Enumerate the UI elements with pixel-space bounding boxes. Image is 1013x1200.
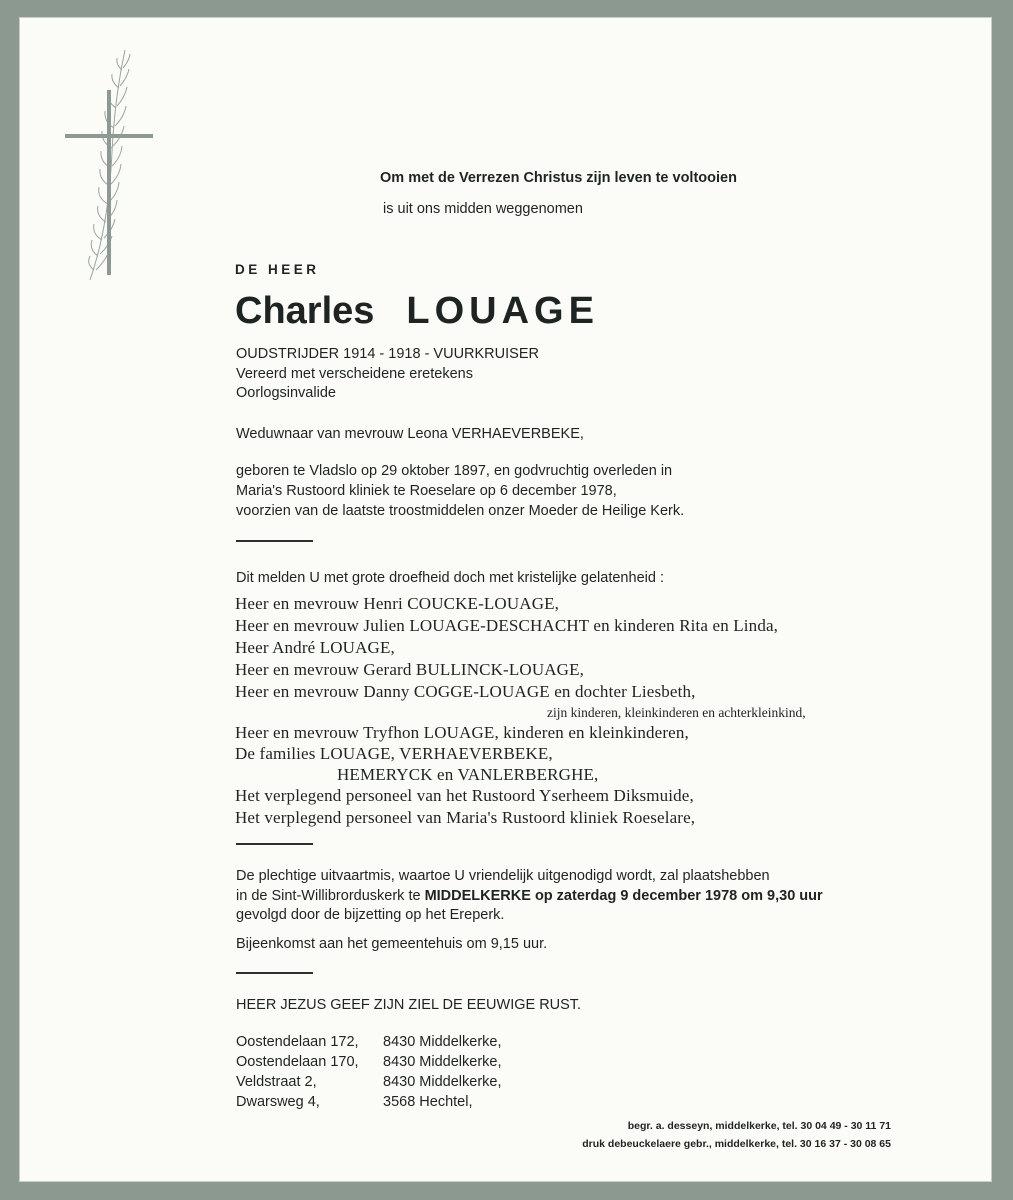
first-name: Charles bbox=[235, 290, 375, 332]
title-line: Vereerd met verscheidene eretekens bbox=[236, 366, 473, 382]
service-line-3: gevolgd door de bijzetting op het Ereperk. bbox=[236, 907, 505, 923]
service-line-2-text: in de Sint-Willibrorduskerk te bbox=[236, 888, 425, 904]
mourner-line: HEMERYCK en VANLERBERGHE, bbox=[337, 765, 599, 784]
motto-line-1: Om met de Verrezen Christus zijn leven te voltooien bbox=[380, 170, 737, 186]
honorific: DE HEER bbox=[235, 262, 320, 277]
mourner-line: Heer en mevrouw Henri COUCKE-LOUAGE, bbox=[235, 594, 560, 613]
mourner-line: Het verplegend personeel van Maria's Rustoord kliniek Roeselare, bbox=[235, 808, 696, 827]
address-city: 8430 Middelkerke, bbox=[383, 1054, 502, 1070]
mourner-line: Het verplegend personeel van het Rustoord Yserheem Diksmuide, bbox=[235, 786, 694, 805]
mourner-line: Heer en mevrouw Danny COGGE-LOUAGE en dochter Liesbeth, bbox=[235, 682, 696, 701]
cross-with-palm-branch-icon bbox=[60, 42, 160, 287]
bio-line: voorzien van de laatste troostmiddelen onzer Moeder de Heilige Kerk. bbox=[236, 503, 685, 519]
printer-credit: druk debeuckelaere gebr., middelkerke, tel. 30 16 37 - 30 08 65 bbox=[582, 1138, 891, 1150]
undertaker-credit: begr. a. desseyn, middelkerke, tel. 30 04 49 - 30 11 71 bbox=[627, 1120, 891, 1132]
bio-line: geboren te Vladslo op 29 oktober 1897, en godvruchtig overleden in bbox=[236, 463, 673, 479]
address-city: 8430 Middelkerke, bbox=[383, 1034, 502, 1050]
announce-line: Dit melden U met grote droefheid doch met kristelijke gelatenheid : bbox=[236, 570, 664, 586]
address-street: Veldstraat 2, bbox=[236, 1074, 317, 1090]
prayer-line: HEER JEZUS GEEF ZIJN ZIEL DE EEUWIGE RUST. bbox=[236, 997, 582, 1013]
mourners-note: zijn kinderen, kleinkinderen en achterkleinkind, bbox=[547, 705, 806, 720]
mourner-line: Heer en mevrouw Julien LOUAGE-DESCHACHT en kinderen Rita en Linda, bbox=[235, 616, 779, 635]
service-date-time: MIDDELKERKE op zaterdag 9 december 1978 om 9,30 uur bbox=[424, 888, 823, 904]
divider bbox=[236, 843, 313, 845]
mourner-line: Heer en mevrouw Gerard BULLINCK-LOUAGE, bbox=[235, 660, 585, 679]
widower-line: Weduwnaar van mevrouw Leona VERHAEVERBEKE, bbox=[236, 426, 584, 442]
deceased-name bbox=[235, 290, 599, 333]
mourner-line: De families LOUAGE, VERHAEVERBEKE, bbox=[235, 744, 553, 763]
address-city: 3568 Hechtel, bbox=[383, 1094, 473, 1110]
service-line-1: De plechtige uitvaartmis, waartoe U vriendelijk uitgenodigd wordt, zal plaatshebben bbox=[236, 868, 770, 884]
motto-line-2: is uit ons midden weggenomen bbox=[383, 201, 583, 217]
address-street: Oostendelaan 172, bbox=[236, 1034, 359, 1050]
title-line: Oorlogsinvalide bbox=[236, 385, 336, 401]
gathering-line: Bijeenkomst aan het gemeentehuis om 9,15 uur. bbox=[236, 936, 548, 952]
last-name: LOUAGE bbox=[406, 290, 599, 332]
address-street: Oostendelaan 170, bbox=[236, 1054, 359, 1070]
title-line: OUDSTRIJDER 1914 - 1918 - VUURKRUISER bbox=[236, 346, 539, 362]
divider bbox=[236, 972, 313, 974]
mourner-line: Heer André LOUAGE, bbox=[235, 638, 395, 657]
mourner-line: Heer en mevrouw Tryfhon LOUAGE, kinderen en kleinkinderen, bbox=[235, 723, 689, 742]
bio-line: Maria's Rustoord kliniek te Roeselare op 6 december 1978, bbox=[236, 483, 617, 499]
address-street: Dwarsweg 4, bbox=[236, 1094, 320, 1110]
divider bbox=[236, 540, 313, 542]
service-line-2 bbox=[236, 888, 823, 904]
address-city: 8430 Middelkerke, bbox=[383, 1074, 502, 1090]
